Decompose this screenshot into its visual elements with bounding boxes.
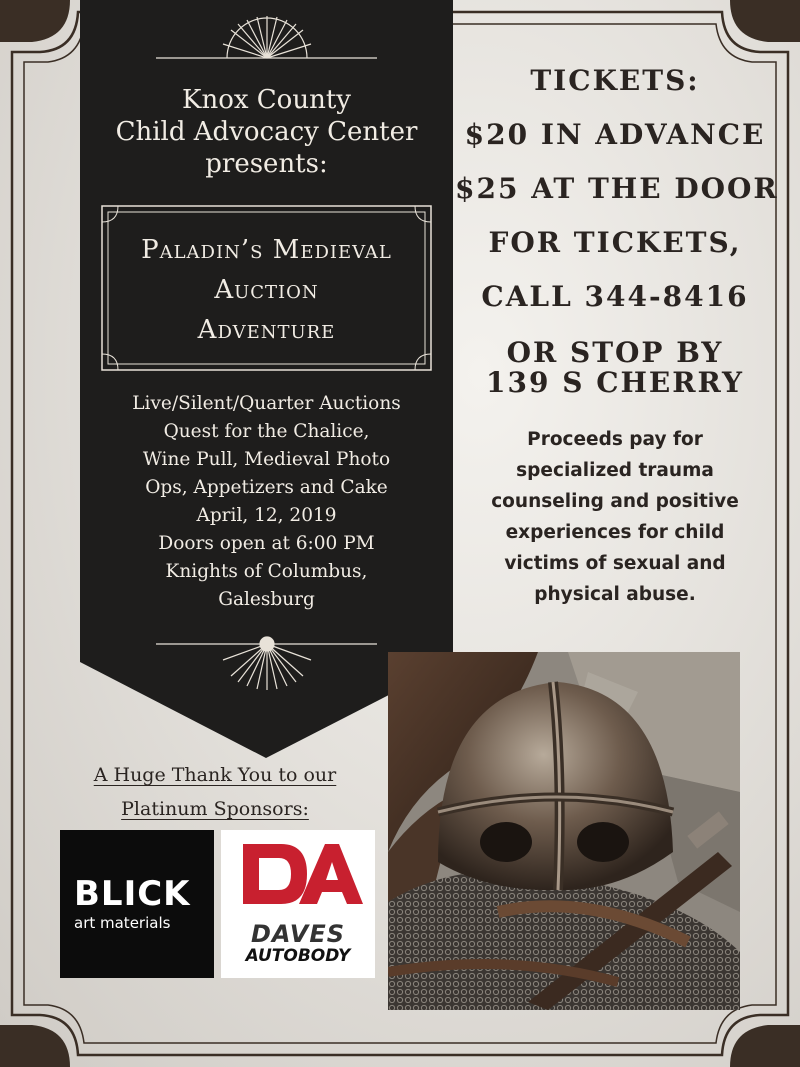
ticket-info (455, 54, 779, 399)
org-line-3: presents: (205, 149, 328, 179)
blick-subtitle: art materials (74, 914, 171, 932)
proceeds-line: victims of sexual and (504, 553, 726, 574)
detail-line: Live/Silent/Quarter Auctions (132, 393, 401, 414)
daves-name: DAVES (250, 920, 346, 948)
thanks-line-1: A Huge Thank You to our (93, 764, 337, 786)
daves-subtitle: AUTOBODY (245, 946, 351, 966)
venue-name: Knights of Columbus, (165, 561, 368, 582)
daves-mark (221, 830, 375, 930)
title-line-2: Auction (214, 275, 319, 305)
tickets-heading: TICKETS: (530, 64, 700, 97)
event-title (80, 230, 453, 350)
address: 139 S CHERRY (486, 366, 744, 399)
proceeds-line: counseling and positive (491, 491, 739, 512)
blick-logo (60, 830, 214, 978)
detail-line: Ops, Appetizers and Cake (145, 477, 388, 498)
event-date: April, 12, 2019 (196, 505, 337, 526)
helmet-photo (388, 652, 740, 1010)
door-price: $25 AT THE DOOR (455, 172, 779, 205)
thanks-line-2: Platinum Sponsors: (121, 798, 309, 820)
sponsor-thanks (60, 758, 370, 826)
advance-price: $20 IN ADVANCE (464, 118, 766, 151)
proceeds-line: physical abuse. (534, 584, 696, 605)
org-line-1: Knox County (182, 85, 351, 115)
ticket-line: OR STOP BY (506, 336, 724, 369)
detail-line: Wine Pull, Medieval Photo (142, 449, 391, 470)
venue-city: Galesburg (218, 589, 315, 610)
daves-autobody-logo (221, 830, 375, 978)
organization-name (80, 84, 453, 180)
title-line-1: Paladin’s Medieval (141, 235, 392, 265)
proceeds-line: specialized trauma (516, 460, 714, 481)
proceeds-statement (455, 424, 775, 610)
blick-name: BLICK (74, 874, 191, 914)
event-banner (80, 0, 453, 760)
helmet-sword-illustration (388, 652, 740, 1010)
phone-number: CALL 344-8416 (481, 280, 749, 313)
event-details (80, 390, 453, 614)
ticket-line: FOR TICKETS, (488, 226, 742, 259)
doors-open-time: Doors open at 6:00 PM (158, 533, 375, 554)
proceeds-line: Proceeds pay for (527, 429, 703, 450)
title-line-3: Adventure (197, 315, 336, 345)
detail-line: Quest for the Chalice, (163, 421, 370, 442)
proceeds-line: experiences for child (505, 522, 725, 543)
org-line-2: Child Advocacy Center (115, 117, 418, 147)
